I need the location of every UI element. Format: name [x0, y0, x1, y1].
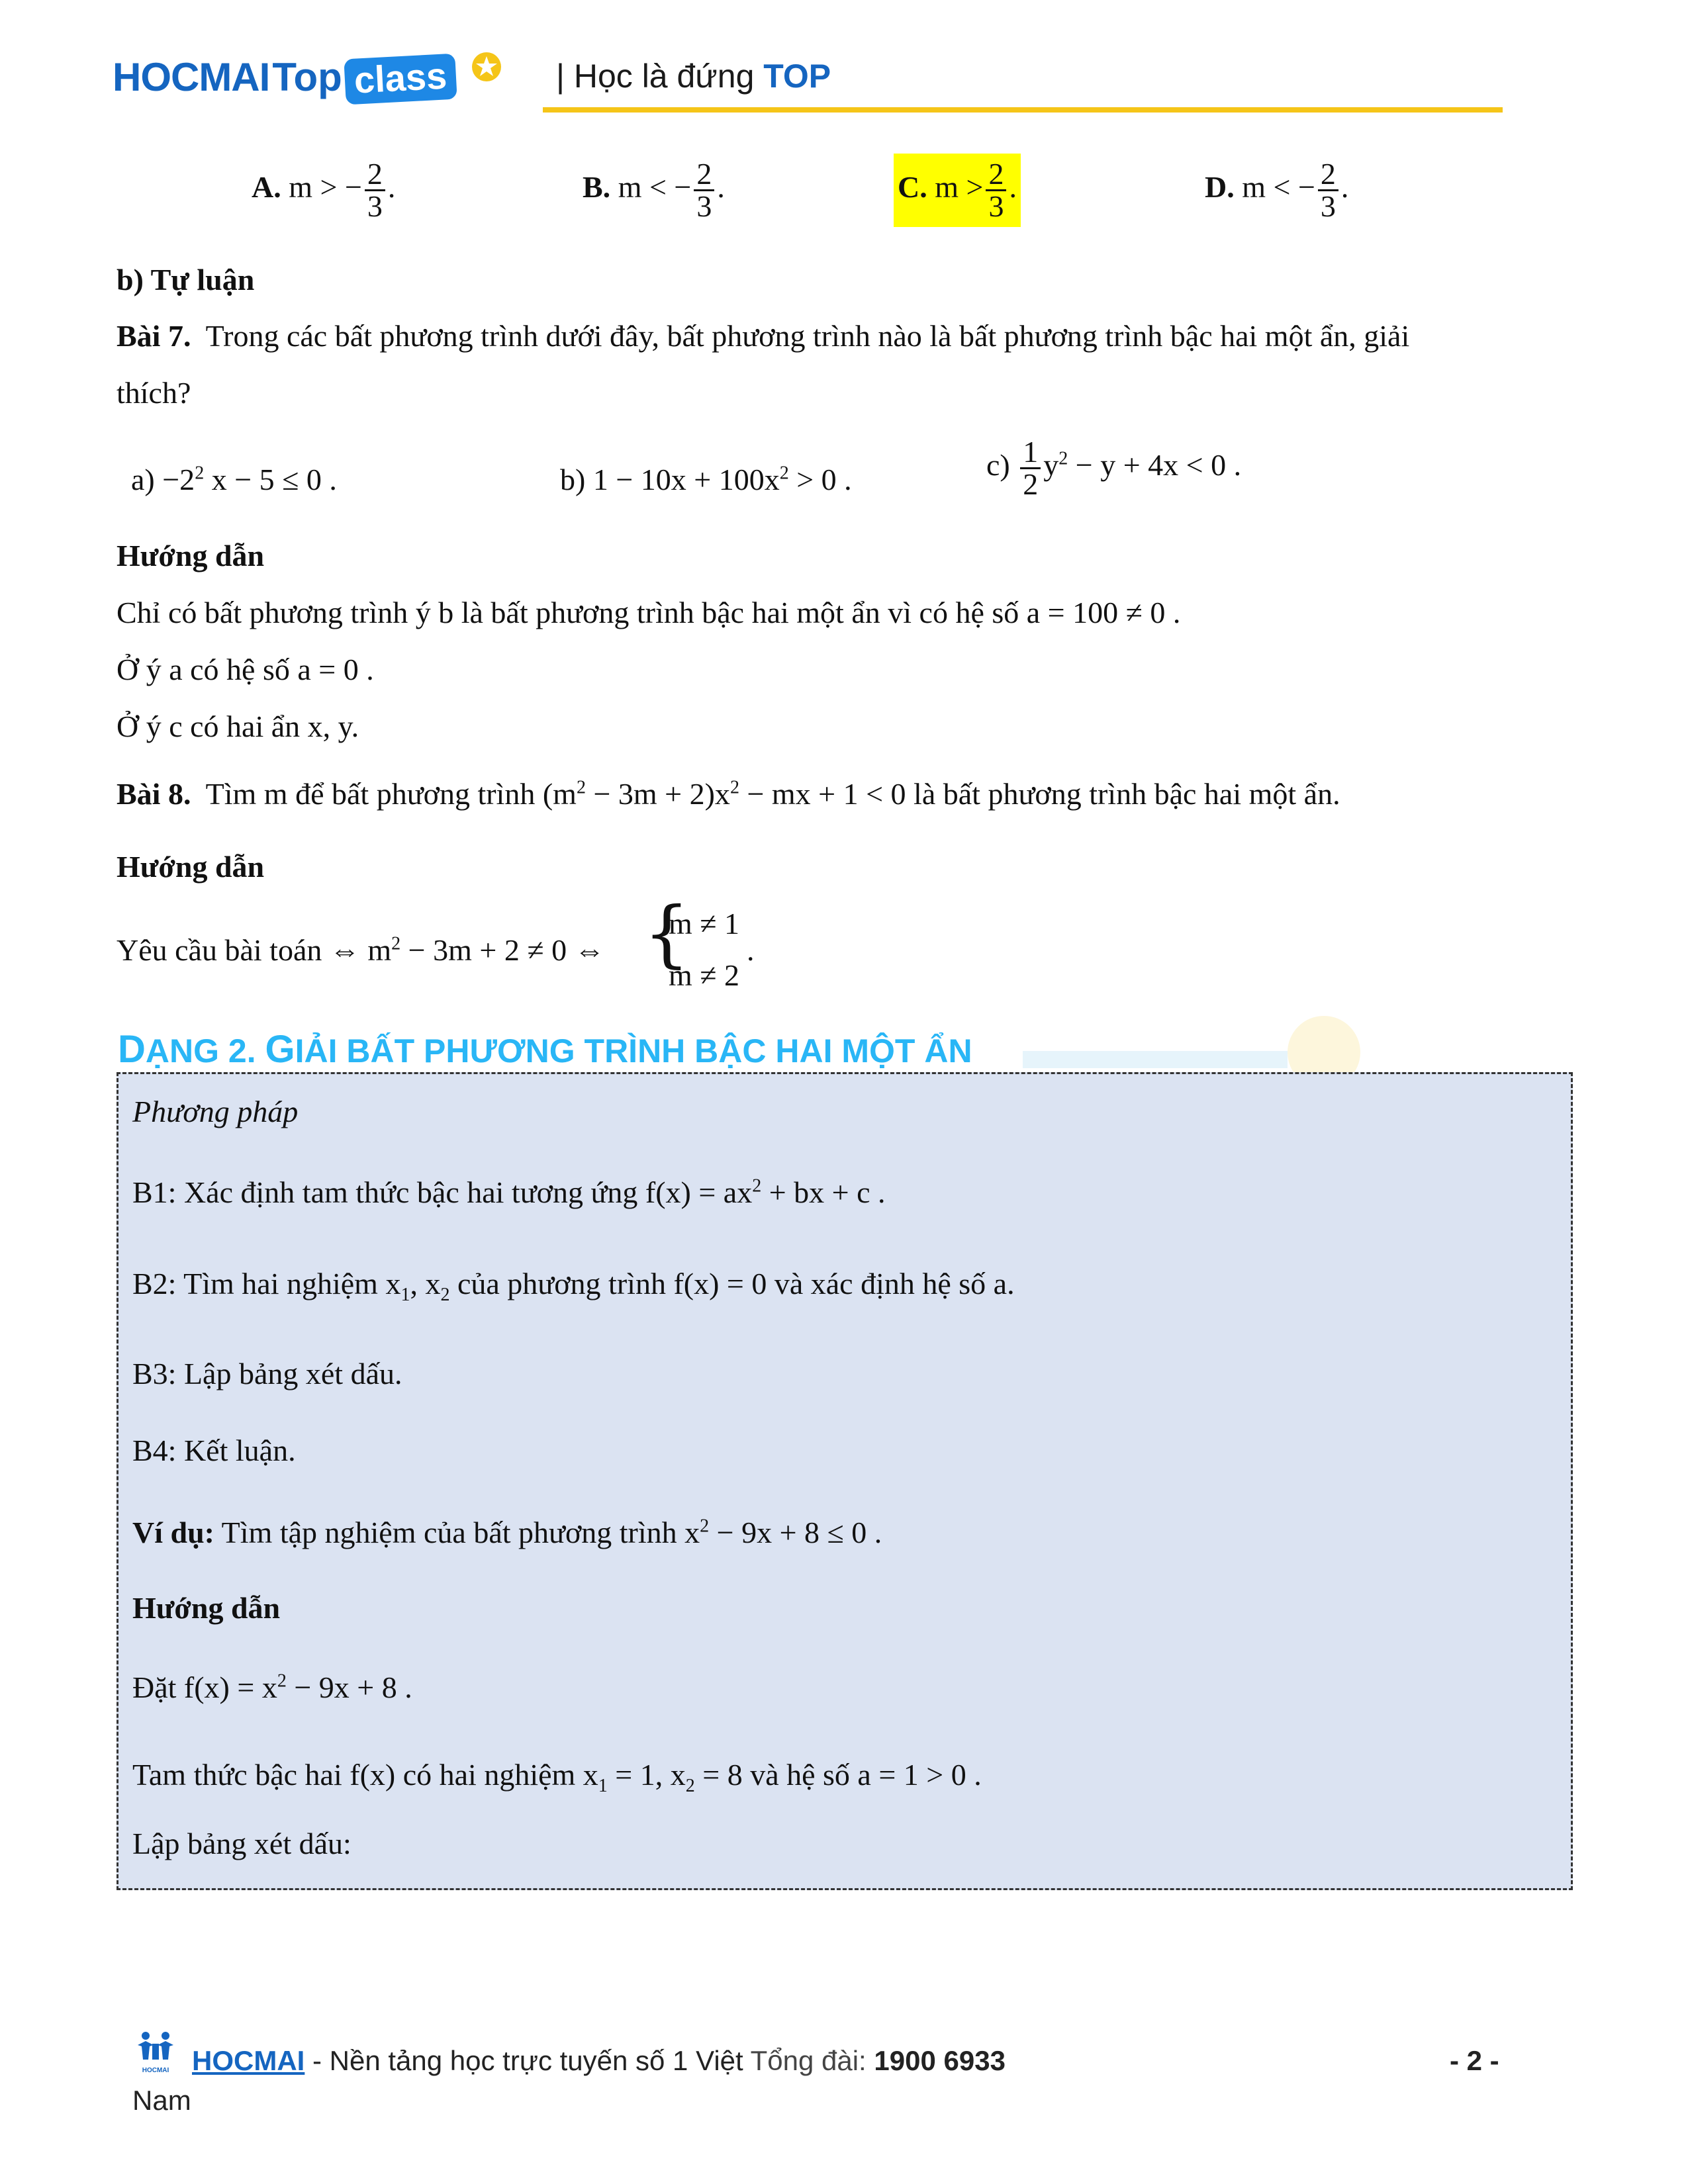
- title-underline-decoration: [1023, 1051, 1288, 1068]
- system-brace: {: [643, 891, 690, 976]
- page-number: - 2 -: [1450, 2045, 1499, 2076]
- choice-lhs: m > −: [289, 170, 362, 205]
- footer-brand-link[interactable]: HOCMAI: [192, 2045, 305, 2076]
- bai7-guide-line2: Ở ý a có hệ số a = 0 .: [117, 653, 374, 686]
- slogan-top: TOP: [763, 58, 831, 95]
- logo-hocmai-text: HOCMAI: [113, 55, 270, 99]
- tam-mid: = 1, x: [607, 1758, 686, 1792]
- decorative-circle-icon: [1284, 1013, 1364, 1072]
- numerator: 1: [1023, 435, 1039, 469]
- denominator: 2: [1020, 467, 1041, 500]
- bai7-guide-line1: Chỉ có bất phương trình ý b là bất phương trình bậc hai một ẩn vì có hệ số a = 100 ≠ 0 .: [117, 596, 1181, 629]
- option-b-prefix: b) 1 − 10x + 100x: [560, 463, 780, 496]
- bai8-expr-exp2: 2: [729, 777, 739, 798]
- title-cap-d: D: [118, 1028, 146, 1071]
- step-b1: [132, 1174, 886, 1210]
- method-title: Phương pháp: [132, 1095, 299, 1128]
- title-part2: IẢI BẤT PHƯƠNG TRÌNH BẬC HAI MỘT ẨN: [295, 1032, 972, 1069]
- b1-suffix: + bx + c .: [761, 1175, 886, 1209]
- tam-sub1: 1: [598, 1776, 608, 1797]
- req-mid: − 3m + 2 ≠ 0 ⇔: [400, 933, 605, 967]
- bai8-expr-mid: − 3m + 2)x: [585, 777, 730, 811]
- option-a-prefix: a) −2: [131, 463, 195, 496]
- denominator: 3: [986, 189, 1006, 222]
- dat-exp: 2: [277, 1670, 287, 1692]
- choice-letter: A.: [252, 170, 281, 205]
- footer-line2: Nam: [132, 2085, 191, 2116]
- example-dat: [132, 1669, 412, 1706]
- example-tam-thuc: [132, 1756, 982, 1797]
- req-exp: 2: [391, 933, 401, 954]
- numerator: 2: [696, 157, 712, 191]
- example-guide-title: Hướng dẫn: [132, 1591, 281, 1625]
- choice-b: [583, 159, 725, 222]
- example-exp: 2: [700, 1516, 710, 1537]
- tam-sub2: 2: [685, 1776, 695, 1797]
- choice-a: [252, 159, 395, 222]
- fraction: [694, 159, 714, 222]
- choice-tail: .: [1009, 170, 1017, 205]
- title-cap-g: G: [265, 1028, 295, 1071]
- system-line1: m ≠ 1: [669, 907, 740, 940]
- hocmai-people-icon: [132, 2030, 179, 2064]
- star-badge-icon: [470, 50, 503, 83]
- example-suffix: − 9x + 8 ≤ 0 .: [709, 1516, 882, 1549]
- slogan: [556, 57, 831, 95]
- choice-letter: B.: [583, 170, 611, 205]
- bai8-requirement: [117, 932, 605, 968]
- dat-suffix: − 9x + 8 .: [286, 1670, 412, 1704]
- option-c-var: y: [1043, 448, 1059, 482]
- bai8-expr-open: (m: [542, 777, 577, 811]
- fraction: [1318, 159, 1338, 222]
- b2-sub2: 2: [440, 1285, 450, 1306]
- footer-icon-label: HOCMAI: [142, 2067, 169, 2074]
- bai8-text-after: là bất phương trình bậc hai một ẩn.: [906, 777, 1340, 811]
- fraction: [1020, 437, 1041, 500]
- bai7-label: Bài 7.: [117, 319, 191, 353]
- bai7-option-a: [131, 461, 337, 498]
- option-c-suffix: − y + 4x < 0 .: [1068, 448, 1242, 482]
- choice-tail: .: [1340, 170, 1349, 205]
- b2-suffix: của phương trình f(x) = 0 và xác định hệ số a.: [449, 1267, 1015, 1300]
- system-end: .: [747, 933, 755, 967]
- choice-c-correct: [894, 154, 1021, 227]
- bai7-guide-title: Hướng dẫn: [117, 539, 265, 572]
- bai8-expr-end: − mx + 1 < 0: [739, 777, 906, 811]
- example-prefix: Tìm tập nghiệm của bất phương trình x: [214, 1516, 700, 1549]
- tam-prefix: Tam thức bậc hai f(x) có hai nghiệm x: [132, 1758, 598, 1792]
- denominator: 3: [365, 189, 385, 222]
- logo-top-text: Top: [272, 55, 342, 99]
- numerator: 2: [988, 157, 1004, 191]
- option-a-suffix: x − 5 ≤ 0 .: [204, 463, 337, 496]
- denominator: 3: [1318, 189, 1338, 222]
- choice-tail: .: [387, 170, 396, 205]
- b1-exp: 2: [752, 1175, 762, 1197]
- fraction: [365, 159, 385, 222]
- slogan-prefix: | Học là đứng: [556, 58, 764, 95]
- header-divider: [543, 107, 1503, 113]
- bai8-guide-title: Hướng dẫn: [117, 850, 265, 884]
- example-lap-bang: Lập bảng xét dấu:: [132, 1827, 352, 1860]
- numerator: 2: [367, 157, 383, 191]
- req-prefix: Yêu cầu bài toán ⇔ m: [117, 933, 392, 967]
- option-a-exp: 2: [195, 463, 205, 484]
- logo-class-badge: class: [344, 54, 457, 105]
- footer-line1: [192, 2045, 1006, 2077]
- logo: [113, 54, 456, 102]
- system-line2: m ≠ 2: [669, 958, 740, 992]
- bai7-option-c: [986, 437, 1241, 500]
- example-label: Ví dụ:: [132, 1516, 214, 1549]
- example: [132, 1514, 882, 1551]
- fraction: [986, 159, 1006, 222]
- option-b-exp: 2: [779, 463, 789, 484]
- part-b-title: b) Tự luận: [117, 263, 255, 296]
- bai8-text-before: Tìm m để bất phương trình: [205, 777, 543, 811]
- footer-hotline-label: Tổng đài:: [750, 2045, 874, 2076]
- bai8-expr-exp1: 2: [576, 777, 586, 798]
- choice-lhs: m >: [935, 170, 984, 205]
- denominator: 3: [694, 189, 714, 222]
- dat-prefix: Đặt f(x) = x: [132, 1670, 277, 1704]
- bai7-guide-line3: Ở ý c có hai ẩn x, y.: [117, 709, 359, 743]
- b1-prefix: B1: Xác định tam thức bậc hai tương ứng f(x) = ax: [132, 1175, 753, 1209]
- footer-logo: [132, 2030, 179, 2073]
- footer-text: - Nền tảng học trực tuyến số 1 Việt: [305, 2045, 751, 2076]
- title-part1: ẠNG 2.: [145, 1032, 265, 1069]
- bai8-question: [117, 776, 1340, 812]
- bai7-text-line1: Trong các bất phương trình dưới đây, bất phương trình nào là bất phương trình bậc hai một ẩn, giải: [205, 319, 1410, 353]
- bai7-option-b: [560, 461, 852, 498]
- choice-tail: .: [717, 170, 725, 205]
- option-c-exp: 2: [1058, 448, 1068, 469]
- bai7-question: [117, 318, 1573, 354]
- b2-prefix: B2: Tìm hai nghiệm x: [132, 1267, 401, 1300]
- step-b2: [132, 1265, 1015, 1306]
- choice-lhs: m < −: [618, 170, 692, 205]
- step-b4: B4: Kết luận.: [132, 1433, 296, 1467]
- option-b-suffix: > 0 .: [788, 463, 852, 496]
- choice-d: [1205, 159, 1348, 222]
- step-b3: B3: Lập bảng xét dấu.: [132, 1357, 402, 1390]
- choice-lhs: m < −: [1242, 170, 1315, 205]
- b2-sub1: 1: [400, 1285, 410, 1306]
- bai7-text-line2: thích?: [117, 376, 191, 410]
- option-c-label: c): [986, 448, 1010, 482]
- b2-mid: , x: [410, 1267, 441, 1300]
- choice-letter: D.: [1205, 170, 1235, 205]
- tam-suffix: = 8 và hệ số a = 1 > 0 .: [694, 1758, 982, 1792]
- bai8-label: Bài 8.: [117, 777, 191, 811]
- footer-hotline: 1900 6933: [874, 2045, 1006, 2076]
- numerator: 2: [1320, 157, 1336, 191]
- choice-letter: C.: [898, 170, 927, 205]
- section-title-dang2: [118, 1027, 972, 1071]
